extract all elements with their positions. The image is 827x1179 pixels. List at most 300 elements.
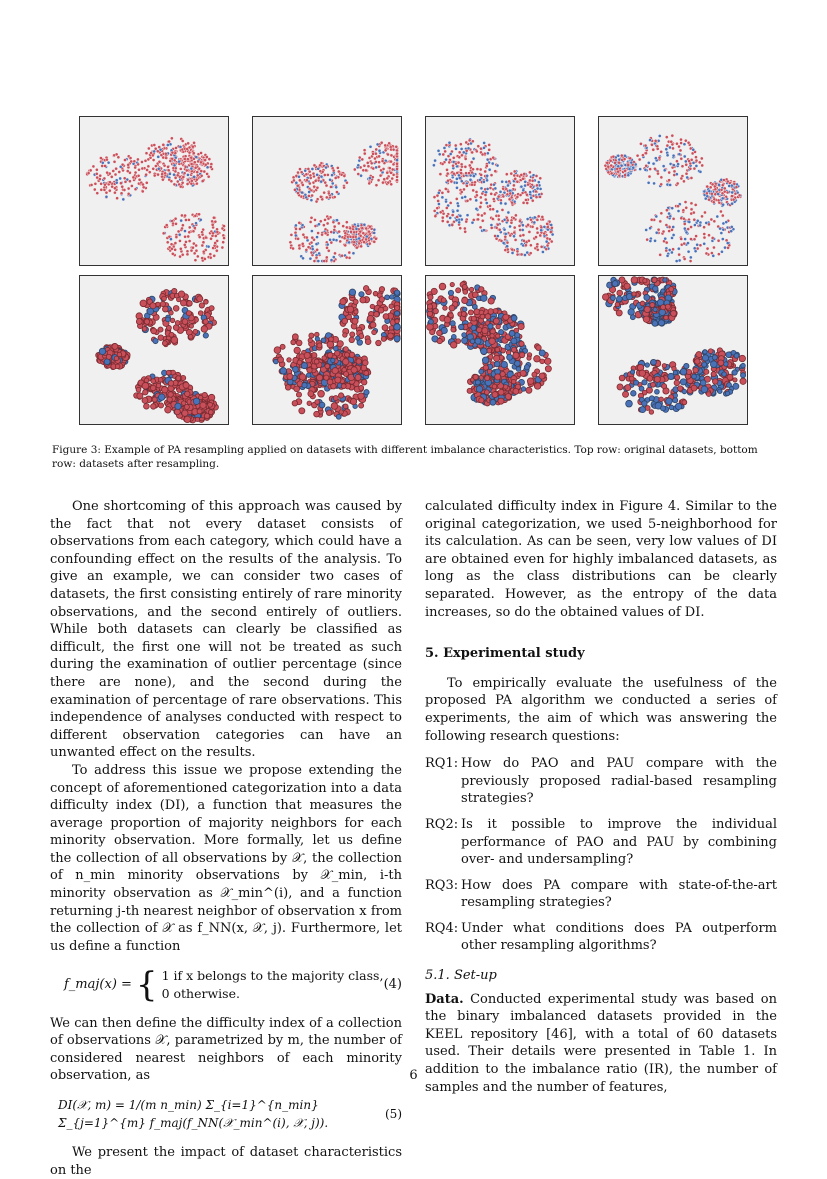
majority-point <box>493 193 496 196</box>
majority-point <box>184 214 187 217</box>
majority-point <box>386 153 389 156</box>
majority-point <box>481 153 484 156</box>
paragraph: To empirically evaluate the usefulness of the proposed PA algorithm we conducted a series of experiments, the aim of which was answering the following research questions: <box>425 675 777 744</box>
minority-point <box>330 258 333 261</box>
minority-point <box>311 167 314 170</box>
majority-point <box>195 244 198 247</box>
majority-point <box>740 378 746 384</box>
majority-point <box>199 161 202 164</box>
majority-point <box>688 160 691 163</box>
majority-point <box>325 364 330 369</box>
majority-point <box>443 306 448 311</box>
majority-point <box>485 314 491 320</box>
majority-point <box>318 390 325 397</box>
majority-point <box>359 230 362 233</box>
minority-point <box>740 373 745 378</box>
minority-point <box>335 239 338 242</box>
scatter-panel-bottom-3 <box>425 275 575 425</box>
majority-point <box>152 167 155 170</box>
majority-point <box>506 219 509 222</box>
majority-point <box>300 171 303 174</box>
minority-point <box>304 169 307 172</box>
minority-point <box>486 158 489 161</box>
majority-point <box>127 163 130 166</box>
majority-point <box>384 144 387 147</box>
majority-point <box>641 154 644 157</box>
majority-point <box>526 183 529 186</box>
majority-point <box>373 240 376 243</box>
minority-point <box>483 141 486 144</box>
minority-point <box>179 145 182 148</box>
majority-point <box>333 395 338 400</box>
minority-point <box>686 242 689 245</box>
majority-point <box>140 160 143 163</box>
majority-point <box>706 185 709 188</box>
minority-point <box>651 359 657 365</box>
minority-point <box>539 187 542 190</box>
majority-point <box>360 245 363 248</box>
minority-point <box>501 361 508 368</box>
minority-point <box>147 308 154 315</box>
minority-point <box>634 380 639 385</box>
majority-point <box>160 301 165 306</box>
majority-point <box>452 156 455 159</box>
majority-point <box>142 326 147 331</box>
majority-point <box>615 302 620 307</box>
majority-point <box>707 198 710 201</box>
majority-point <box>535 184 538 187</box>
majority-point <box>311 236 314 239</box>
majority-point <box>427 304 432 309</box>
majority-point <box>519 352 525 358</box>
majority-point <box>310 241 313 244</box>
minority-point <box>461 196 464 199</box>
majority-point <box>162 341 167 346</box>
majority-point <box>194 166 197 169</box>
majority-point <box>176 174 179 177</box>
majority-point <box>651 382 656 387</box>
minority-point <box>680 379 686 385</box>
majority-point <box>211 232 214 235</box>
minority-point <box>441 196 444 199</box>
majority-point <box>184 218 187 221</box>
majority-point <box>154 164 157 167</box>
majority-point <box>675 160 678 163</box>
majority-point <box>324 181 327 184</box>
majority-point <box>199 151 202 154</box>
majority-point <box>345 226 348 229</box>
majority-point <box>502 195 505 198</box>
minority-point <box>485 201 488 204</box>
minority-point <box>455 219 458 222</box>
majority-point <box>294 227 297 230</box>
majority-point <box>332 368 338 374</box>
majority-point <box>532 372 537 377</box>
majority-point <box>105 158 108 161</box>
majority-point <box>137 174 140 177</box>
majority-point <box>481 219 484 222</box>
majority-point <box>717 253 720 256</box>
majority-point <box>315 200 318 203</box>
minority-point <box>122 198 125 201</box>
majority-point <box>359 403 364 408</box>
minority-point <box>632 166 635 169</box>
majority-point <box>463 290 468 295</box>
majority-point <box>166 370 171 375</box>
majority-point <box>358 393 365 400</box>
majority-point <box>173 183 176 186</box>
majority-point <box>164 172 167 175</box>
majority-point <box>134 171 137 174</box>
majority-point <box>680 217 683 220</box>
majority-point <box>516 253 519 256</box>
minority-point <box>672 164 675 167</box>
majority-point <box>535 174 538 177</box>
majority-point <box>132 176 135 179</box>
minority-point <box>652 321 658 327</box>
minority-point <box>437 149 440 152</box>
majority-point <box>108 181 111 184</box>
minority-point <box>315 243 318 246</box>
majority-point <box>375 148 378 151</box>
majority-point <box>305 179 308 182</box>
majority-point <box>381 160 384 163</box>
minority-point <box>472 304 477 309</box>
majority-point <box>134 166 137 169</box>
minority-point <box>455 177 458 180</box>
minority-point <box>652 182 655 185</box>
majority-point <box>178 255 181 258</box>
majority-point <box>193 161 196 164</box>
majority-point <box>508 198 511 201</box>
majority-point <box>477 218 480 221</box>
majority-point <box>359 385 364 390</box>
majority-point <box>382 325 388 331</box>
minority-point <box>438 153 441 156</box>
minority-point <box>166 143 169 146</box>
majority-point <box>309 220 312 223</box>
majority-point <box>490 226 493 229</box>
minority-point <box>503 228 506 231</box>
majority-point <box>689 167 692 170</box>
minority-point <box>521 224 524 227</box>
majority-point <box>701 164 704 167</box>
majority-point <box>465 149 468 152</box>
majority-point <box>192 141 195 144</box>
majority-point <box>211 220 214 223</box>
majority-point <box>152 397 157 402</box>
majority-point <box>313 164 316 167</box>
majority-point <box>531 199 534 202</box>
minority-point <box>306 373 311 378</box>
minority-point <box>475 338 481 344</box>
majority-point <box>348 256 351 259</box>
majority-point <box>120 192 123 195</box>
majority-point <box>454 144 457 147</box>
minority-point <box>317 259 320 262</box>
majority-point <box>617 384 623 390</box>
majority-point <box>191 246 194 249</box>
majority-point <box>319 195 322 198</box>
minority-point <box>482 180 485 183</box>
minority-point <box>669 183 672 186</box>
majority-point <box>325 246 328 249</box>
minority-point <box>536 187 539 190</box>
majority-point <box>345 181 348 184</box>
majority-point <box>395 162 398 165</box>
majority-point <box>355 246 358 249</box>
majority-point <box>492 198 495 201</box>
majority-point <box>389 160 392 163</box>
majority-point <box>165 224 168 227</box>
majority-point <box>710 251 713 254</box>
minority-point <box>443 146 446 149</box>
minority-point <box>687 250 690 253</box>
minority-point <box>668 248 671 251</box>
majority-point <box>653 167 656 170</box>
majority-point <box>638 158 641 161</box>
majority-point <box>683 257 686 260</box>
majority-point <box>665 249 668 252</box>
minority-point <box>649 239 652 242</box>
majority-point <box>191 145 194 148</box>
majority-point <box>350 332 355 337</box>
majority-point <box>297 360 302 365</box>
majority-point <box>535 196 538 199</box>
research-question <box>425 816 777 869</box>
minority-point <box>522 189 525 192</box>
majority-point <box>496 334 500 338</box>
majority-point <box>513 226 516 229</box>
majority-point <box>545 366 551 372</box>
majority-point <box>142 397 148 403</box>
minority-point <box>444 158 447 161</box>
minority-point <box>686 176 689 179</box>
majority-point <box>674 380 680 386</box>
minority-point <box>479 369 484 374</box>
majority-point <box>378 155 381 158</box>
majority-point <box>514 214 517 217</box>
majority-point <box>307 401 312 406</box>
minority-point <box>720 231 723 234</box>
majority-point <box>214 234 217 237</box>
majority-point <box>341 384 346 389</box>
majority-point <box>130 184 133 187</box>
minority-point <box>469 178 472 181</box>
majority-point <box>529 244 532 247</box>
majority-point <box>470 161 473 164</box>
majority-point <box>464 165 467 168</box>
majority-point <box>199 303 204 308</box>
majority-point <box>690 176 693 179</box>
majority-point <box>534 356 541 363</box>
majority-point <box>113 191 116 194</box>
minority-point <box>482 146 485 149</box>
minority-point <box>685 231 688 234</box>
majority-point <box>187 301 193 307</box>
majority-point <box>168 140 171 143</box>
majority-point <box>147 147 150 150</box>
minority-point <box>115 181 118 184</box>
majority-point <box>446 220 449 223</box>
majority-point <box>181 181 184 184</box>
majority-point <box>606 161 609 164</box>
majority-point <box>184 416 191 423</box>
majority-point <box>544 358 551 365</box>
majority-point <box>196 255 199 258</box>
minority-point <box>331 358 335 362</box>
majority-point <box>169 332 174 337</box>
minority-point <box>537 181 540 184</box>
majority-point <box>644 306 650 312</box>
majority-point <box>344 352 349 357</box>
majority-point <box>180 227 183 230</box>
majority-point <box>309 333 314 338</box>
majority-point <box>433 209 436 212</box>
majority-point <box>174 217 177 220</box>
minority-point <box>352 252 355 255</box>
majority-point <box>182 319 188 325</box>
majority-point <box>689 237 692 240</box>
majority-point <box>375 184 378 187</box>
majority-point <box>691 385 697 391</box>
minority-point <box>692 374 697 379</box>
majority-point <box>370 304 375 309</box>
minority-point <box>309 257 312 260</box>
majority-point <box>694 203 697 206</box>
minority-point <box>490 400 496 406</box>
majority-point <box>212 246 215 249</box>
minority-point <box>324 166 327 169</box>
majority-point <box>513 388 519 394</box>
majority-point <box>201 233 204 236</box>
majority-point <box>706 392 711 397</box>
majority-point <box>669 287 674 292</box>
minority-point <box>645 363 650 368</box>
minority-point <box>475 207 478 210</box>
majority-point <box>640 301 645 306</box>
majority-point <box>343 371 348 376</box>
majority-point <box>648 175 651 178</box>
minority-point <box>507 211 510 214</box>
majority-point <box>332 169 335 172</box>
majority-point <box>497 218 500 221</box>
majority-point <box>540 226 543 229</box>
majority-point <box>710 218 713 221</box>
majority-point <box>449 305 455 311</box>
majority-point <box>113 160 116 163</box>
minority-point <box>486 174 489 177</box>
minority-point <box>207 245 210 248</box>
minority-point <box>376 143 379 146</box>
rq-text: How does PA compare with state-of-the-art resampling strategies? <box>461 877 777 911</box>
majority-point <box>184 165 187 168</box>
majority-point <box>203 170 206 173</box>
majority-point <box>519 234 522 237</box>
majority-point <box>158 403 163 408</box>
majority-point <box>644 144 647 147</box>
minority-point <box>157 155 160 158</box>
majority-point <box>353 168 356 171</box>
majority-point <box>534 235 537 238</box>
majority-point <box>538 195 541 198</box>
majority-point <box>337 170 340 173</box>
majority-point <box>184 240 187 243</box>
majority-point <box>144 159 147 162</box>
majority-point <box>195 178 198 181</box>
majority-point <box>202 250 205 253</box>
minority-point <box>718 389 723 394</box>
majority-point <box>431 288 437 294</box>
majority-point <box>162 143 165 146</box>
minority-point <box>444 200 447 203</box>
minority-point <box>655 215 658 218</box>
minority-point <box>730 230 733 233</box>
majority-point <box>680 237 683 240</box>
minority-point <box>363 223 366 226</box>
majority-point <box>166 241 169 244</box>
paragraph: To address this issue we propose extending the concept of aforementioned categorization into a data difficulty index (DI), a function that measures the average proportion of majority neighbors for each minority observation. More formally, let us define the collection of all observations by 𝒳, the collection of n_min minority observations by 𝒳_min, i-th minority observation as 𝒳_min^(i), and a function returning j-th nearest neighbor of observation x from the collection of 𝒳 as f_NN(x, 𝒳, j). Furthermore, let us define a function <box>50 762 402 954</box>
majority-point <box>351 225 354 228</box>
minority-point <box>395 311 400 316</box>
minority-point <box>627 174 630 177</box>
majority-point <box>495 237 498 240</box>
majority-point <box>451 327 456 332</box>
minority-point <box>464 195 467 198</box>
majority-point <box>436 207 439 210</box>
majority-point <box>654 139 657 142</box>
majority-point <box>617 161 620 164</box>
majority-point <box>153 143 156 146</box>
majority-point <box>451 164 454 167</box>
majority-point <box>506 241 509 244</box>
minority-point <box>505 180 508 183</box>
majority-point <box>458 156 461 159</box>
minority-point <box>702 362 707 367</box>
minority-point <box>297 175 300 178</box>
minority-point <box>482 357 489 364</box>
majority-point <box>528 230 531 233</box>
majority-point <box>481 192 484 195</box>
minority-point <box>652 162 655 165</box>
majority-point <box>156 302 160 306</box>
majority-point <box>488 148 491 151</box>
majority-point <box>305 173 308 176</box>
majority-point <box>470 171 473 174</box>
majority-point <box>364 238 367 241</box>
majority-point <box>612 155 615 158</box>
majority-point <box>536 243 539 246</box>
minority-point <box>490 223 493 226</box>
majority-point <box>683 242 686 245</box>
majority-point <box>293 188 296 191</box>
majority-point <box>682 400 687 405</box>
minority-point <box>482 229 485 232</box>
scatter-plot <box>253 117 401 265</box>
majority-point <box>488 298 494 304</box>
majority-point <box>689 259 692 262</box>
minority-point <box>662 165 665 168</box>
majority-point <box>137 393 143 399</box>
majority-point <box>152 158 155 161</box>
majority-point <box>524 198 527 201</box>
majority-point <box>163 164 166 167</box>
majority-point <box>510 201 513 204</box>
majority-point <box>304 352 310 358</box>
majority-point <box>176 376 181 381</box>
minority-point <box>684 363 689 368</box>
minority-point <box>506 245 509 248</box>
